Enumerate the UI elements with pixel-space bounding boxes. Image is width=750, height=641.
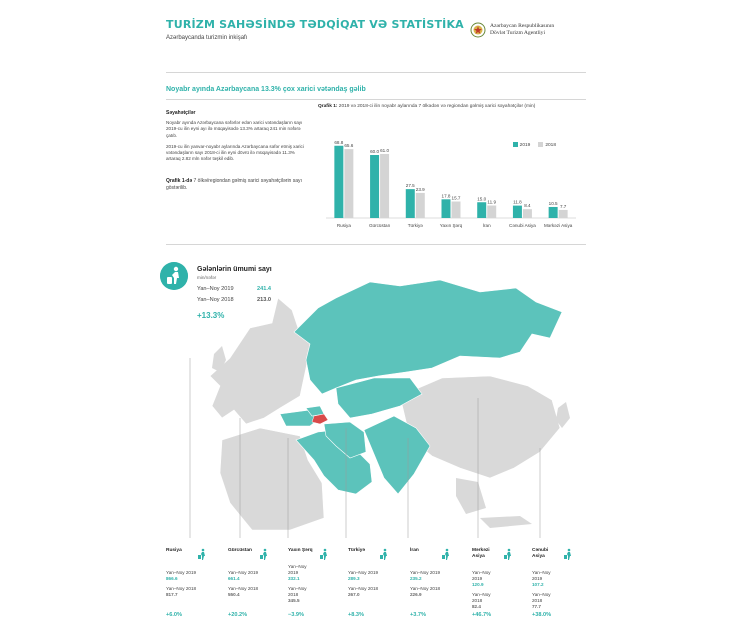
bar-value-label: 27.5 xyxy=(405,183,415,189)
stat-value-2018: 550.4 xyxy=(228,592,240,597)
bar-2018-0 xyxy=(344,149,353,218)
bar-value-label: 60.0 xyxy=(370,149,380,154)
traveler-icon xyxy=(196,548,208,560)
stat-label-2019: Yan–Noy 2019 xyxy=(166,570,197,575)
stat-name: Cənubi Asiya xyxy=(532,548,549,559)
traveler-icon xyxy=(378,548,390,560)
bar-2018-4 xyxy=(487,206,496,218)
intro-text xyxy=(166,110,306,191)
legend-label: 2018 xyxy=(545,142,556,148)
category-label: Cənubi Asiya xyxy=(509,223,536,228)
stat-value-2018: 82.4 xyxy=(472,604,481,609)
chart-title-bold: Qrafik 1: xyxy=(318,104,338,109)
bar-value-label: 23.9 xyxy=(415,186,425,192)
bar-value-label: 11.9 xyxy=(487,199,497,205)
stat-block-turkey xyxy=(348,548,379,618)
stat-label-2018: Yan–Noy 2018 xyxy=(288,586,307,597)
bar-2018-3 xyxy=(452,202,461,218)
bar-2019-6 xyxy=(549,207,558,218)
traveler-icon xyxy=(440,548,452,560)
stat-value-2018: 226.9 xyxy=(410,592,422,597)
stat-name: Yaxın Şərq xyxy=(288,548,313,553)
page-title: TURİZM SAHƏSİNDƏ TƏDQİQAT VƏ STATİSTİKA xyxy=(166,18,464,31)
stat-value-2018: 817.7 xyxy=(166,592,178,597)
stat-label-2018: Yan–Noy 2018 xyxy=(532,592,551,603)
bar-value-label: 68.8 xyxy=(334,139,344,145)
stat-name: Mərkəzi Asiya xyxy=(472,548,490,559)
intro-paragraph-1: Noyabr ayında Azərbaycana səfərlər edən xarici vətəndaşların sayı 2019-cu ilin eyni ayı ilə müqayisədə 13.3% artaraq 241 min nəfərə çatıb. xyxy=(166,120,303,138)
bar-value-label: 8.4 xyxy=(524,203,531,209)
stat-label-2019: Yan–Noy 2019 xyxy=(228,570,259,575)
bar-2019-3 xyxy=(442,199,451,218)
category-label: Türkiyə xyxy=(407,223,423,228)
stat-label-2019: Yan–Noy 2019 xyxy=(348,570,379,575)
bar-2018-1 xyxy=(380,154,389,218)
bar-value-label: 10.5 xyxy=(548,200,558,206)
bar-value-label: 15.7 xyxy=(451,195,461,201)
bar-2019-0 xyxy=(334,146,343,218)
arrivals-row-2019 xyxy=(197,286,271,292)
arrivals-row-value: 213.0 xyxy=(257,297,271,303)
arrivals-summary xyxy=(160,262,360,332)
arrivals-title: Gələnlərin ümumi sayı xyxy=(197,266,272,273)
stat-label-2018: Yan–Noy 2018 xyxy=(472,592,491,603)
arrivals-row-value: 241.4 xyxy=(257,286,271,292)
bar-2018-2 xyxy=(416,193,425,218)
traveler-icon xyxy=(258,548,270,560)
agency-name xyxy=(490,23,554,37)
category-label: Yaxın Şərq xyxy=(439,223,463,228)
stat-name: Türkiyə xyxy=(348,548,366,553)
bar-value-label: 15.0 xyxy=(477,196,487,202)
stat-label-2019: Yan–Noy 2019 xyxy=(288,564,307,575)
stat-label-2019: Yan–Noy 2019 xyxy=(532,570,551,581)
category-label: Mərkəzi Asiya xyxy=(543,223,573,228)
bar-value-label: 65.6 xyxy=(344,143,354,149)
traveler-icon xyxy=(160,262,188,290)
bar-2018-6 xyxy=(559,210,568,218)
stat-change: +20.2% xyxy=(228,612,248,618)
stat-block-central-asia xyxy=(472,548,502,618)
stat-change: +8.3% xyxy=(348,612,365,618)
arrivals-unit: min/nəfər xyxy=(197,275,217,280)
bar-2019-1 xyxy=(370,155,379,218)
divider xyxy=(166,99,586,100)
section-title: Noyabr ayında Azərbaycana 13.3% çox xarici vətəndaş gəlib xyxy=(166,86,366,93)
chart-note-bold: Qrafik 1-də xyxy=(166,178,193,185)
page-subtitle: Azərbaycanda turizmin inkişafı xyxy=(166,35,248,41)
bar-value-label: 11.8 xyxy=(513,199,522,205)
chart-note-text: 7 ölkə/regiondan gəlmiş xarici səyahətçilərin sayı göstərilib. xyxy=(166,178,302,191)
category-label: İran xyxy=(482,223,491,228)
stat-value-2018: 77.7 xyxy=(532,604,541,609)
chart-note xyxy=(166,178,306,191)
stat-value-2019: 332.1 xyxy=(288,576,300,581)
bar-2018-5 xyxy=(523,209,532,218)
stat-value-2018: 345.5 xyxy=(288,598,300,603)
stat-change: +38.0% xyxy=(532,612,552,618)
bar-chart xyxy=(318,104,586,234)
stat-change: +46.7% xyxy=(472,612,492,618)
stat-name: Gürcüstan xyxy=(228,548,252,553)
stat-value-2019: 289.3 xyxy=(348,576,360,581)
stat-value-2019: 661.4 xyxy=(228,576,240,581)
stat-block-iran xyxy=(410,548,441,618)
traveler-icon xyxy=(502,548,514,560)
map-land-indonesia xyxy=(480,516,532,528)
bar-2019-2 xyxy=(406,189,415,218)
stat-value-2019: 120.9 xyxy=(472,582,484,587)
arrivals-row-label: Yan–Noy 2018 xyxy=(197,297,234,303)
intro-heading: Səyahətçilər xyxy=(166,110,196,116)
arrivals-change: +13.3% xyxy=(197,311,225,320)
stat-label-2019: Yan–Noy 2019 xyxy=(410,570,441,575)
stat-value-2019: 866.6 xyxy=(166,576,178,581)
agency-logo xyxy=(470,22,600,44)
stat-value-2019: 107.2 xyxy=(532,582,544,587)
bar-chart-panel xyxy=(318,104,586,234)
stat-change: −3.9% xyxy=(288,612,305,618)
category-label: Gürcüstan xyxy=(368,223,391,228)
arrivals-row-label: Yan–Noy 2019 xyxy=(197,286,234,292)
stat-label-2019: Yan–Noy 2019 xyxy=(472,570,491,581)
bar-2019-4 xyxy=(477,202,486,218)
legend-label: 2019 xyxy=(519,142,531,148)
stat-label-2018: Yan–Noy 2018 xyxy=(228,586,259,591)
map-land-east-asia xyxy=(400,376,560,478)
stat-change: +6.0% xyxy=(166,612,183,618)
divider xyxy=(166,244,586,245)
stat-value-2019: 235.2 xyxy=(410,576,422,581)
stat-value-2018: 267.0 xyxy=(348,592,360,597)
stat-block-georgia xyxy=(228,548,259,618)
stat-label-2018: Yan–Noy 2018 xyxy=(348,586,379,591)
stat-change: +3.7% xyxy=(410,612,427,618)
stat-block-south-asia xyxy=(532,548,562,618)
agency-name-line1: Azərbaycan Respublikasının xyxy=(490,23,555,29)
emblem-icon xyxy=(470,22,486,38)
traveler-icon xyxy=(562,548,574,560)
bar-value-label: 17.8 xyxy=(441,193,451,199)
agency-name-line2: Dövlət Turizm Agentliyi xyxy=(490,30,546,36)
stat-name: Rusiya xyxy=(166,548,182,553)
divider xyxy=(166,72,586,73)
traveler-icon xyxy=(318,548,330,560)
map-land-southeast-asia xyxy=(456,478,486,514)
intro-paragraph-2: 2019-cu ilin yanvar-noyabr aylarında Azərbaycana səfər etmiş xarici vətəndaşların sayı 2018-ci ilin eyni dövrü ilə müqayisədə 11.3% artaraq 2.82 mln nəfər təşkil edib. xyxy=(166,143,304,162)
bar-value-label: 7.7 xyxy=(559,203,567,209)
chart-title-text: 2019 və 2018-ci ilin noyabr aylarında 7 ölkədən və regiondan gəlmiş xarici səyahətçilər (min) xyxy=(337,104,536,109)
arrivals-row-2018 xyxy=(197,297,271,303)
stat-label-2018: Yan–Noy 2018 xyxy=(410,586,441,591)
bar-2019-5 xyxy=(513,206,522,218)
stat-block-russia xyxy=(166,548,197,618)
stat-block-middle-east xyxy=(288,548,318,618)
stat-label-2018: Yan–Noy 2018 xyxy=(166,586,197,591)
stat-name: İran xyxy=(410,548,419,553)
category-label: Rusiya xyxy=(336,223,351,228)
bar-value-label: 61.0 xyxy=(380,147,390,153)
